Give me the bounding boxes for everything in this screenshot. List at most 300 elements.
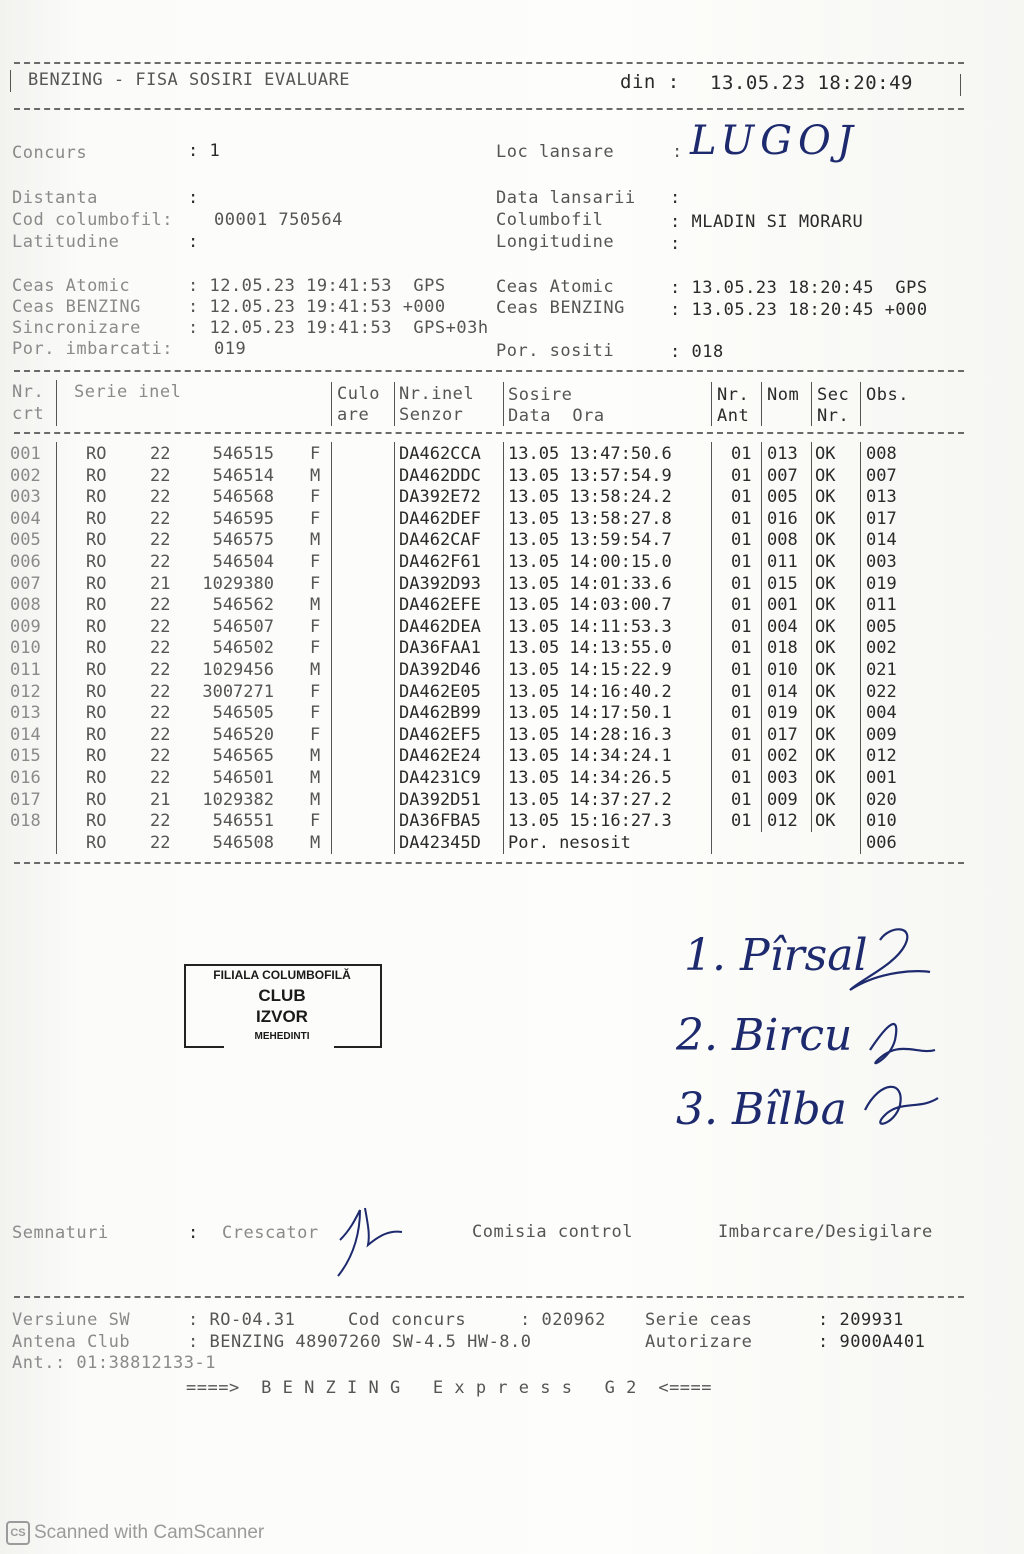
cell-sex: F bbox=[310, 444, 321, 464]
cell-arrival: 13.05 14:37:27.2 bbox=[508, 789, 672, 810]
versiune-label: Versiune SW bbox=[12, 1310, 131, 1330]
table-row bbox=[0, 444, 1024, 466]
cell-yr: 22 bbox=[150, 508, 171, 529]
table-row bbox=[0, 574, 1024, 596]
imbarcare-label: Imbarcare/Desigilare bbox=[718, 1222, 933, 1242]
cell-ant: 01 bbox=[731, 530, 752, 551]
cell-sec: OK bbox=[815, 487, 836, 508]
cell-sensor: DA462E05 bbox=[399, 681, 481, 702]
cell-sec: OK bbox=[815, 595, 836, 616]
cell-obs: 003 bbox=[866, 552, 897, 572]
cell-ring: 1029380 bbox=[202, 573, 274, 594]
table-row bbox=[0, 617, 1024, 639]
cell-ant: 01 bbox=[731, 660, 752, 680]
ceas-benzing-left-value: : 12.05.23 19:41:53 +000 bbox=[188, 297, 446, 317]
cell-arrival: 13.05 13:58:24.2 bbox=[508, 487, 672, 508]
cell-ring: 546514 bbox=[212, 465, 274, 486]
cell-nr: 003 bbox=[10, 487, 41, 508]
concurs-label: Concurs bbox=[12, 143, 88, 163]
cell-nom: 015 bbox=[767, 573, 798, 594]
table-row bbox=[0, 466, 1024, 488]
cell-arrival: 13.05 14:16:40.2 bbox=[508, 681, 672, 702]
cell-nr: 018 bbox=[10, 811, 41, 832]
table-row bbox=[0, 509, 1024, 531]
cell-arrival: 13.05 13:47:50.6 bbox=[508, 444, 672, 464]
antena-value: : BENZING 48907260 SW-4.5 HW-8.0 bbox=[188, 1332, 532, 1352]
stamp-line-1: FILIALA COLUMBOFILĂ bbox=[213, 968, 351, 982]
cell-yr: 21 bbox=[150, 789, 171, 810]
cell-yr: 22 bbox=[150, 616, 171, 637]
latitudine-label: Latitudine bbox=[12, 232, 120, 252]
cell-arrival: 13.05 14:03:00.7 bbox=[508, 595, 672, 616]
cell-yr: 22 bbox=[150, 552, 171, 572]
cell-nom: 016 bbox=[767, 508, 798, 529]
cell-ring: 546520 bbox=[212, 724, 274, 745]
express-line: ====> B E N Z I N G E x p r e s s G 2 <==== bbox=[186, 1378, 713, 1398]
table-row bbox=[0, 487, 1024, 509]
cell-ant: 01 bbox=[731, 487, 752, 508]
cod-columbofil-value: 00001 750564 bbox=[214, 210, 343, 230]
table-row bbox=[0, 811, 1024, 833]
th-sec-1: Sec bbox=[817, 385, 850, 405]
camscanner-text: Scanned with CamScanner bbox=[34, 1522, 265, 1544]
cell-ro: RO bbox=[86, 832, 107, 853]
cell-obs: 021 bbox=[866, 660, 897, 680]
cell-nr: 005 bbox=[10, 530, 41, 551]
cell-sex: F bbox=[310, 811, 321, 832]
table-row bbox=[0, 660, 1024, 682]
stamp-line-4: MEHEDINTI bbox=[254, 1031, 310, 1040]
cell-sec: OK bbox=[815, 789, 836, 810]
table-row bbox=[0, 725, 1024, 747]
col-sep-header bbox=[56, 380, 57, 426]
cell-nr: 015 bbox=[10, 746, 41, 767]
th-nrinel-1: Nr.inel bbox=[399, 384, 475, 404]
cell-sensor: DA462E24 bbox=[399, 746, 481, 767]
cell-arrival: 13.05 15:16:27.3 bbox=[508, 811, 672, 832]
cell-ring: 546551 bbox=[212, 811, 274, 832]
cell-sex: F bbox=[310, 703, 321, 724]
cell-arrival: 13.05 14:34:26.5 bbox=[508, 768, 672, 788]
cell-nom: 009 bbox=[767, 789, 798, 810]
cell-ro: RO bbox=[86, 595, 107, 616]
cell-yr: 22 bbox=[150, 638, 171, 659]
columbofil-value: : MLADIN SI MORARU bbox=[670, 212, 864, 232]
cell-sensor: DA36FBA5 bbox=[399, 811, 481, 832]
cell-nom: 012 bbox=[767, 811, 798, 832]
table-row bbox=[0, 746, 1024, 768]
cell-ro: RO bbox=[86, 552, 107, 572]
ant-line: Ant.: 01:38812133-1 bbox=[12, 1353, 216, 1373]
autorizare-value: : 9000A401 bbox=[818, 1332, 926, 1352]
semnaturi-label: Semnaturi bbox=[12, 1223, 109, 1243]
cell-ant: 01 bbox=[731, 681, 752, 702]
cell-sensor: DA462DEA bbox=[399, 616, 481, 637]
cell-nom: 019 bbox=[767, 703, 798, 724]
cell-sec: OK bbox=[815, 465, 836, 486]
cell-sec: OK bbox=[815, 724, 836, 745]
loc-lansare-handwritten: LUGOJ bbox=[690, 118, 859, 164]
cell-ring: 546505 bbox=[212, 703, 274, 724]
cell-sensor: DA392D93 bbox=[399, 573, 481, 594]
th-culo-1: Culo bbox=[337, 384, 380, 404]
cell-sex: F bbox=[310, 487, 321, 508]
cell-ring: 546501 bbox=[212, 768, 274, 788]
cell-sensor: DA462DEF bbox=[399, 508, 481, 529]
versiune-value: : RO-04.31 bbox=[188, 1310, 296, 1330]
cell-ant: 01 bbox=[731, 703, 752, 724]
ceas-atomic-left-value: : 12.05.23 19:41:53 GPS bbox=[188, 276, 446, 296]
table-row bbox=[0, 833, 1024, 855]
footer-divider bbox=[14, 1296, 964, 1298]
cell-sensor: DA392E72 bbox=[399, 487, 481, 508]
cell-nom: 003 bbox=[767, 768, 798, 788]
cell-nom: 004 bbox=[767, 616, 798, 637]
th-culo-2: are bbox=[337, 405, 370, 425]
cell-ro: RO bbox=[86, 681, 107, 702]
cell-sex: M bbox=[310, 595, 321, 616]
longitudine-label: Longitudine bbox=[496, 232, 615, 252]
stamp-line-2: CLUB bbox=[258, 986, 306, 1005]
cell-sec: OK bbox=[815, 703, 836, 724]
data-lansarii-label: Data lansarii bbox=[496, 188, 636, 208]
cell-nr: 010 bbox=[10, 638, 41, 659]
cell-yr: 22 bbox=[150, 595, 171, 616]
cell-yr: 22 bbox=[150, 444, 171, 464]
cell-yr: 22 bbox=[150, 703, 171, 724]
cell-nom: 014 bbox=[767, 681, 798, 702]
cell-nom: 002 bbox=[767, 746, 798, 767]
report-datetime: 13.05.23 18:20:49 bbox=[710, 72, 913, 94]
report-title: BENZING - FISA SOSIRI EVALUARE bbox=[28, 70, 351, 90]
cell-obs: 001 bbox=[866, 768, 897, 788]
cell-obs: 017 bbox=[866, 508, 897, 529]
th-sec-2: Nr. bbox=[817, 406, 850, 426]
cell-sensor: DA462EF5 bbox=[399, 724, 481, 745]
cell-sensor: DA462CAF bbox=[399, 530, 481, 551]
club-stamp bbox=[184, 960, 380, 1048]
cell-arrival: 13.05 14:11:53.3 bbox=[508, 616, 672, 637]
cell-ant: 01 bbox=[731, 768, 752, 788]
cell-sex: M bbox=[310, 746, 321, 767]
cell-ring: 546504 bbox=[212, 552, 274, 572]
cell-sex: F bbox=[310, 724, 321, 745]
autorizare-label: Autorizare bbox=[645, 1332, 753, 1352]
col-sep-header bbox=[811, 382, 812, 426]
cell-yr: 22 bbox=[150, 487, 171, 508]
cell-obs: 006 bbox=[866, 832, 897, 853]
cell-nr: 011 bbox=[10, 660, 41, 680]
cell-sensor: DA462EFE bbox=[399, 595, 481, 616]
handwritten-rank-2: 2. Bircu bbox=[676, 1010, 853, 1061]
cell-obs: 007 bbox=[866, 465, 897, 486]
imbarcati-value: 019 bbox=[214, 339, 247, 359]
cell-sec: OK bbox=[815, 746, 836, 767]
cell-ro: RO bbox=[86, 487, 107, 508]
handwritten-rank-1: 1. Pîrsal bbox=[684, 930, 868, 981]
cell-nom: 008 bbox=[767, 530, 798, 551]
cell-obs: 008 bbox=[866, 444, 897, 464]
cell-arrival: 13.05 14:28:16.3 bbox=[508, 724, 672, 745]
cell-nom: 010 bbox=[767, 660, 798, 680]
cell-ro: RO bbox=[86, 724, 107, 745]
cell-nr: 016 bbox=[10, 768, 41, 788]
cell-ro: RO bbox=[86, 530, 107, 551]
stamp-line-3: IZVOR bbox=[256, 1007, 308, 1026]
ceas-atomic-right-label: Ceas Atomic bbox=[496, 277, 615, 297]
cell-yr: 22 bbox=[150, 660, 171, 680]
col-sep-header bbox=[761, 382, 762, 426]
cell-ring: 546502 bbox=[212, 638, 274, 659]
cell-ro: RO bbox=[86, 444, 107, 464]
cell-ring: 546575 bbox=[212, 530, 274, 551]
handwritten-rank-3: 3. Bîlba bbox=[676, 1084, 847, 1135]
cell-sex: F bbox=[310, 552, 321, 572]
th-obs: Obs. bbox=[866, 385, 909, 405]
cell-arrival: 13.05 14:00:15.0 bbox=[508, 552, 672, 572]
cell-ant: 01 bbox=[731, 746, 752, 767]
cell-ant: 01 bbox=[731, 573, 752, 594]
cell-obs: 019 bbox=[866, 573, 897, 594]
crescator-signature bbox=[330, 1200, 410, 1280]
cell-obs: 013 bbox=[866, 487, 897, 508]
cell-arrival: 13.05 14:34:24.1 bbox=[508, 746, 672, 767]
cod-concurs-value: : 020962 bbox=[520, 1310, 606, 1330]
cell-yr: 22 bbox=[150, 465, 171, 486]
cell-nr: 013 bbox=[10, 703, 41, 724]
ceas-benzing-right-label: Ceas BENZING bbox=[496, 298, 625, 318]
cell-arrival: 13.05 13:57:54.9 bbox=[508, 465, 672, 486]
serie-ceas-label: Serie ceas bbox=[645, 1310, 753, 1330]
cell-nom: 005 bbox=[767, 487, 798, 508]
cell-sec: OK bbox=[815, 681, 836, 702]
top-divider bbox=[14, 62, 964, 64]
cell-obs: 002 bbox=[866, 638, 897, 659]
stamp-base-left bbox=[184, 1046, 224, 1048]
cell-ring: 3007271 bbox=[202, 681, 274, 702]
cell-ant: 01 bbox=[731, 724, 752, 745]
col-sep-header bbox=[711, 382, 712, 426]
imbarcati-label: Por. imbarcati: bbox=[12, 339, 174, 359]
cell-sensor: DA4231C9 bbox=[399, 768, 481, 788]
cell-nom: 013 bbox=[767, 444, 798, 464]
camscanner-watermark bbox=[6, 1521, 264, 1545]
cell-sec: OK bbox=[815, 768, 836, 788]
table-row bbox=[0, 638, 1024, 660]
cell-ant: 01 bbox=[731, 616, 752, 637]
cell-nr: 017 bbox=[10, 789, 41, 810]
cell-sex: M bbox=[310, 660, 321, 680]
cell-ro: RO bbox=[86, 746, 107, 767]
antena-label: Antena Club bbox=[12, 1332, 131, 1352]
cell-ring: 546595 bbox=[212, 508, 274, 529]
sositi-value: : 018 bbox=[670, 342, 724, 362]
cell-yr: 22 bbox=[150, 724, 171, 745]
th-serie: Serie inel bbox=[74, 382, 182, 402]
cell-nr: 008 bbox=[10, 595, 41, 616]
cell-sec: OK bbox=[815, 660, 836, 680]
cell-ant: 01 bbox=[731, 552, 752, 572]
cell-sensor: DA462CCA bbox=[399, 444, 481, 464]
cell-ro: RO bbox=[86, 616, 107, 637]
ceas-atomic-left-label: Ceas Atomic bbox=[12, 276, 131, 296]
cell-arrival: 13.05 14:15:22.9 bbox=[508, 660, 672, 680]
cell-ring: 1029382 bbox=[202, 789, 274, 810]
cell-obs: 012 bbox=[866, 746, 897, 767]
table-row bbox=[0, 530, 1024, 552]
cell-obs: 014 bbox=[866, 530, 897, 551]
cell-nom: 017 bbox=[767, 724, 798, 745]
sincronizare-label: Sincronizare bbox=[12, 318, 141, 338]
cell-arrival: 13.05 14:01:33.6 bbox=[508, 573, 672, 594]
table-bottom-divider bbox=[14, 862, 964, 864]
handwritten-initials-scribbles bbox=[820, 920, 950, 1140]
loc-lansare-label: Loc lansare bbox=[496, 142, 615, 162]
th-nr-1: Nr. bbox=[12, 382, 45, 402]
cell-ro: RO bbox=[86, 768, 107, 788]
cell-sensor: DA462DDC bbox=[399, 465, 481, 486]
col-sep-header bbox=[331, 382, 332, 426]
header-left-bar bbox=[10, 70, 11, 92]
cell-sex: M bbox=[310, 832, 321, 853]
cell-ring: 546507 bbox=[212, 616, 274, 637]
cell-sex: F bbox=[310, 616, 321, 637]
cell-ring: 546515 bbox=[212, 444, 274, 464]
cell-ant: 01 bbox=[731, 465, 752, 486]
cell-ant: 01 bbox=[731, 638, 752, 659]
col-sep-header bbox=[503, 382, 504, 426]
th-nr-2: crt bbox=[12, 404, 45, 424]
cell-yr: 22 bbox=[150, 746, 171, 767]
cell-ant: 01 bbox=[731, 595, 752, 616]
th-nrinel-2: Senzor bbox=[399, 405, 464, 425]
header-right-bar bbox=[960, 74, 961, 96]
cell-ro: RO bbox=[86, 508, 107, 529]
cell-ant: 01 bbox=[731, 789, 752, 810]
cell-obs: 010 bbox=[866, 811, 897, 832]
loc-lansare-sep: : bbox=[672, 142, 683, 162]
cell-nr: 009 bbox=[10, 616, 41, 637]
header-divider bbox=[14, 108, 964, 110]
columbofil-label: Columbofil bbox=[496, 210, 604, 230]
cell-sensor: DA392D51 bbox=[399, 789, 481, 810]
cell-sex: M bbox=[310, 530, 321, 551]
cell-ant: 01 bbox=[731, 508, 752, 529]
table-header-divider bbox=[14, 432, 964, 434]
cell-sensor: DA36FAA1 bbox=[399, 638, 481, 659]
cell-sensor: DA392D46 bbox=[399, 660, 481, 680]
cell-sec: OK bbox=[815, 508, 836, 529]
cell-nom: 011 bbox=[767, 552, 798, 572]
concurs-value: : 1 bbox=[188, 141, 221, 161]
col-sep-header bbox=[860, 382, 861, 426]
table-row bbox=[0, 768, 1024, 790]
cell-nom: 001 bbox=[767, 595, 798, 616]
cell-obs: 020 bbox=[866, 789, 897, 810]
distanta-value: : bbox=[188, 188, 199, 208]
cell-nom: 018 bbox=[767, 638, 798, 659]
cell-ring: 546565 bbox=[212, 746, 274, 767]
cell-sec: OK bbox=[815, 638, 836, 659]
cell-ro: RO bbox=[86, 811, 107, 832]
cod-columbofil-label: Cod columbofil: bbox=[12, 210, 174, 230]
stamp-base-right bbox=[334, 1046, 380, 1048]
ceas-benzing-right-value: : 13.05.23 18:20:45 +000 bbox=[670, 300, 928, 320]
cell-arrival: 13.05 14:17:50.1 bbox=[508, 703, 672, 724]
ceas-atomic-right-value: : 13.05.23 18:20:45 GPS bbox=[670, 278, 928, 298]
cell-arrival: 13.05 14:13:55.0 bbox=[508, 638, 672, 659]
cell-sensor: DA42345D bbox=[399, 832, 481, 853]
cell-arrival: 13.05 13:59:54.7 bbox=[508, 530, 672, 551]
cell-sensor: DA462F61 bbox=[399, 552, 481, 572]
cell-ring: 1029456 bbox=[202, 660, 274, 680]
crescator-label: Crescator bbox=[222, 1223, 319, 1243]
cell-sex: F bbox=[310, 508, 321, 529]
cell-sex: F bbox=[310, 573, 321, 594]
th-sosire-2: Data Ora bbox=[508, 406, 605, 426]
cell-yr: 21 bbox=[150, 573, 171, 594]
table-row bbox=[0, 790, 1024, 812]
cell-sex: F bbox=[310, 638, 321, 659]
col-sep-header bbox=[394, 382, 395, 426]
cell-sec: OK bbox=[815, 811, 836, 832]
table-row bbox=[0, 703, 1024, 725]
cell-yr: 22 bbox=[150, 768, 171, 788]
cod-concurs-label: Cod concurs bbox=[348, 1310, 467, 1330]
cell-nr: 002 bbox=[10, 465, 41, 486]
cell-obs: 022 bbox=[866, 681, 897, 702]
cell-sec: OK bbox=[815, 552, 836, 572]
cell-sec: OK bbox=[815, 530, 836, 551]
cell-sex: F bbox=[310, 681, 321, 702]
cell-ring: 546562 bbox=[212, 595, 274, 616]
cell-sec: OK bbox=[815, 616, 836, 637]
date-label: din : bbox=[620, 71, 680, 93]
cell-nr: 001 bbox=[10, 444, 41, 464]
th-ant-2: Ant bbox=[717, 406, 750, 426]
cell-ring: 546508 bbox=[212, 832, 274, 853]
cell-sec: OK bbox=[815, 573, 836, 594]
cell-nr: 007 bbox=[10, 573, 41, 594]
th-nom: Nom bbox=[767, 385, 800, 405]
cell-ant: 01 bbox=[731, 444, 752, 464]
distanta-label: Distanta bbox=[12, 188, 98, 208]
cell-ro: RO bbox=[86, 789, 107, 810]
cell-yr: 22 bbox=[150, 832, 171, 853]
cell-obs: 009 bbox=[866, 724, 897, 745]
cell-ro: RO bbox=[86, 465, 107, 486]
latitudine-value: : bbox=[188, 232, 199, 252]
cell-sex: M bbox=[310, 768, 321, 788]
th-sosire-1: Sosire bbox=[508, 385, 573, 405]
ceas-benzing-left-label: Ceas BENZING bbox=[12, 297, 141, 317]
cell-obs: 011 bbox=[866, 595, 897, 616]
cell-ant: 01 bbox=[731, 811, 752, 832]
cell-nr: 006 bbox=[10, 552, 41, 572]
cell-arrival: Por. nesosit bbox=[508, 832, 631, 853]
th-ant-1: Nr. bbox=[717, 385, 750, 405]
cell-nr: 004 bbox=[10, 508, 41, 529]
table-row bbox=[0, 595, 1024, 617]
cell-sex: M bbox=[310, 465, 321, 486]
cell-yr: 22 bbox=[150, 681, 171, 702]
cell-ro: RO bbox=[86, 660, 107, 680]
cell-nr: 014 bbox=[10, 724, 41, 745]
longitudine-value: : bbox=[670, 234, 681, 254]
cell-arrival: 13.05 13:58:27.8 bbox=[508, 508, 672, 529]
cell-ro: RO bbox=[86, 703, 107, 724]
cell-ro: RO bbox=[86, 573, 107, 594]
